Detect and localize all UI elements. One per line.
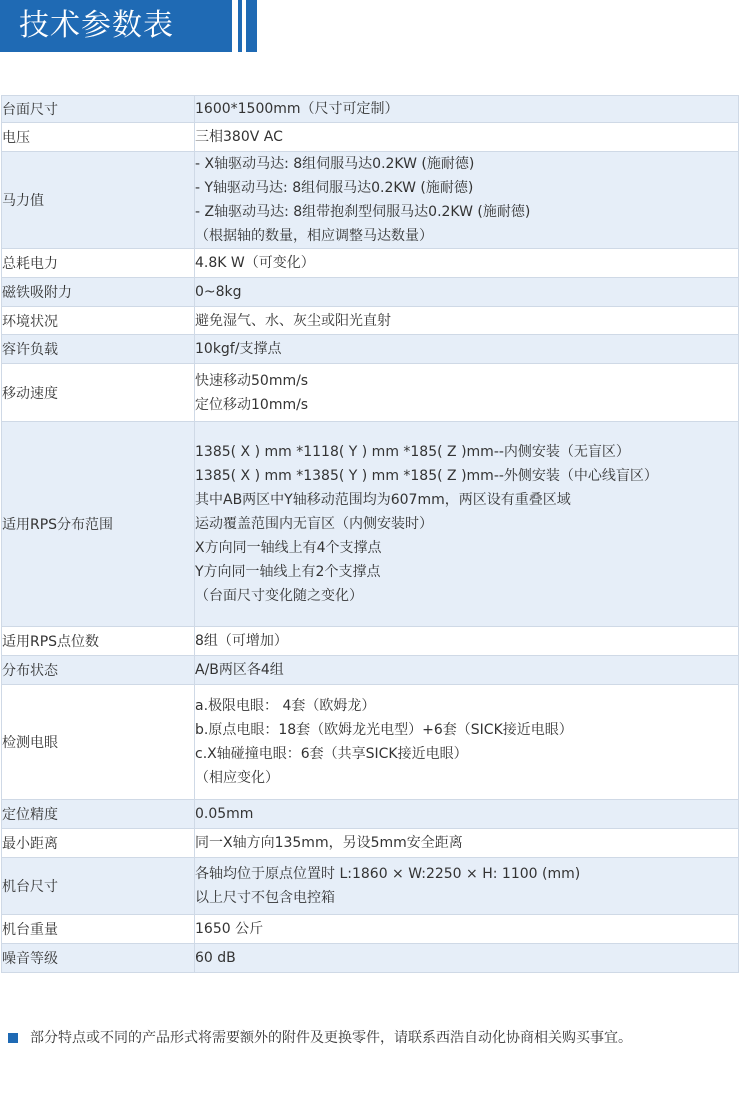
spec-value-line: 8组（可增加） xyxy=(195,633,288,649)
spec-label: 检测电眼 xyxy=(2,685,195,800)
footer-note xyxy=(8,1028,632,1048)
spec-row xyxy=(2,656,739,685)
spec-value-line: - Z轴驱动马达: 8组带抱刹型伺服马达0.2KW (施耐德) xyxy=(195,204,531,220)
spec-value-line: 快速移动50mm/s xyxy=(195,372,309,389)
spec-value xyxy=(195,656,739,685)
spec-value-line: 1385( X ) mm *1118( Y ) mm *185( Z )mm--内侧安装（无盲区） xyxy=(195,444,630,460)
spec-label: 最小距离 xyxy=(2,829,195,858)
spec-value-line: 避免湿气、水、灰尘或阳光直射 xyxy=(195,312,391,329)
spec-row xyxy=(2,422,739,627)
spec-row xyxy=(2,829,739,858)
spec-value xyxy=(195,915,739,944)
spec-value-line: 同一X轴方向135mm，另设5mm安全距离 xyxy=(195,835,463,851)
spec-label: 分布状态 xyxy=(2,656,195,685)
spec-label: 台面尺寸 xyxy=(2,96,195,123)
spec-value-line: 60 dB xyxy=(195,950,236,966)
title-accent-stripe xyxy=(238,0,242,52)
spec-value xyxy=(195,249,739,278)
spec-value-line: 运动覆盖范围内无盲区（内侧安装时） xyxy=(195,516,433,532)
spec-value-line: - X轴驱动马达: 8组伺服马达0.2KW (施耐德) xyxy=(195,156,475,172)
spec-value xyxy=(195,307,739,335)
spec-row xyxy=(2,249,739,278)
spec-row xyxy=(2,335,739,364)
spec-row xyxy=(2,278,739,307)
bullet-square-icon xyxy=(8,1033,18,1043)
spec-value-line: 10kgf/支撑点 xyxy=(195,341,282,357)
spec-value-line: X方向同一轴线上有4个支撑点 xyxy=(195,540,382,556)
spec-value-line: （根据轴的数量，相应调整马达数量） xyxy=(195,228,433,244)
spec-table-body xyxy=(2,96,739,973)
spec-value-line: b.原点电眼：18套（欧姆龙光电型）+6套（SICK接近电眼） xyxy=(195,722,573,738)
spec-value xyxy=(195,858,739,915)
page-title: 技术参数表 xyxy=(19,8,174,43)
spec-row xyxy=(2,123,739,152)
spec-value-line: A/B两区各4组 xyxy=(195,662,284,678)
spec-value xyxy=(195,944,739,973)
spec-value xyxy=(195,800,739,829)
spec-value xyxy=(195,627,739,656)
spec-label: 磁铁吸附力 xyxy=(2,278,195,307)
spec-value-line: Y方向同一轴线上有2个支撑点 xyxy=(195,564,381,580)
spec-value-line: 0.05mm xyxy=(195,806,254,822)
spec-row xyxy=(2,307,739,335)
spec-value-line: 三相380V AC xyxy=(195,129,283,145)
spec-label: 环境状况 xyxy=(2,307,195,335)
spec-value xyxy=(195,422,739,627)
spec-value-line: 1600*1500mm（尺寸可定制） xyxy=(195,101,399,117)
spec-value-line: 各轴均位于原点位置时 L:1860 × W:2250 × H: 1100 (mm) xyxy=(195,866,581,882)
spec-value xyxy=(195,152,739,249)
spec-label: 移动速度 xyxy=(2,364,195,422)
spec-row xyxy=(2,685,739,800)
spec-value-line: - Y轴驱动马达: 8组伺服马达0.2KW (施耐德) xyxy=(195,180,474,196)
spec-value-line: a.极限电眼： 4套（欧姆龙） xyxy=(195,698,376,714)
spec-value xyxy=(195,829,739,858)
spec-value-line: （相应变化） xyxy=(195,770,279,786)
spec-label: 总耗电力 xyxy=(2,249,195,278)
spec-value-line: 1650 公斤 xyxy=(195,921,264,937)
footer-note-text: 部分特点或不同的产品形式将需要额外的附件及更换零件，请联系西浩自动化协商相关购买事宜。 xyxy=(30,1030,632,1046)
spec-value xyxy=(195,685,739,800)
spec-value-line: 0~8kg xyxy=(195,284,242,300)
spec-label: 定位精度 xyxy=(2,800,195,829)
spec-label: 机台重量 xyxy=(2,915,195,944)
spec-table xyxy=(1,95,739,973)
spec-row xyxy=(2,858,739,915)
spec-label: 噪音等级 xyxy=(2,944,195,973)
spec-value xyxy=(195,96,739,123)
spec-value-line: （台面尺寸变化随之变化） xyxy=(195,588,363,604)
spec-row xyxy=(2,915,739,944)
spec-row xyxy=(2,152,739,249)
spec-value-line: 4.8K W（可变化） xyxy=(195,255,315,271)
spec-label: 电压 xyxy=(2,123,195,152)
spec-value-line: 以上尺寸不包含电控箱 xyxy=(195,890,335,906)
spec-value xyxy=(195,278,739,307)
spec-value-line: 1385( X ) mm *1385( Y ) mm *185( Z )mm--外侧安装（中心线盲区） xyxy=(195,468,658,484)
spec-label: 机台尺寸 xyxy=(2,858,195,915)
spec-row xyxy=(2,96,739,123)
spec-label: 马力值 xyxy=(2,152,195,249)
spec-row xyxy=(2,627,739,656)
title-accent-stripe xyxy=(246,0,257,52)
spec-label: 容许负载 xyxy=(2,335,195,364)
spec-value-line: 定位移动10mm/s xyxy=(195,396,309,413)
spec-value-line: c.X轴碰撞电眼：6套（共享SICK接近电眼） xyxy=(195,746,468,762)
spec-label: 适用RPS分布范围 xyxy=(2,422,195,627)
spec-value xyxy=(195,335,739,364)
spec-value-line: 其中AB两区中Y轴移动范围均为607mm，两区设有重叠区域 xyxy=(195,492,571,508)
spec-row xyxy=(2,800,739,829)
spec-value xyxy=(195,123,739,152)
spec-row xyxy=(2,944,739,973)
spec-value xyxy=(195,364,739,422)
spec-label: 适用RPS点位数 xyxy=(2,627,195,656)
spec-row xyxy=(2,364,739,422)
